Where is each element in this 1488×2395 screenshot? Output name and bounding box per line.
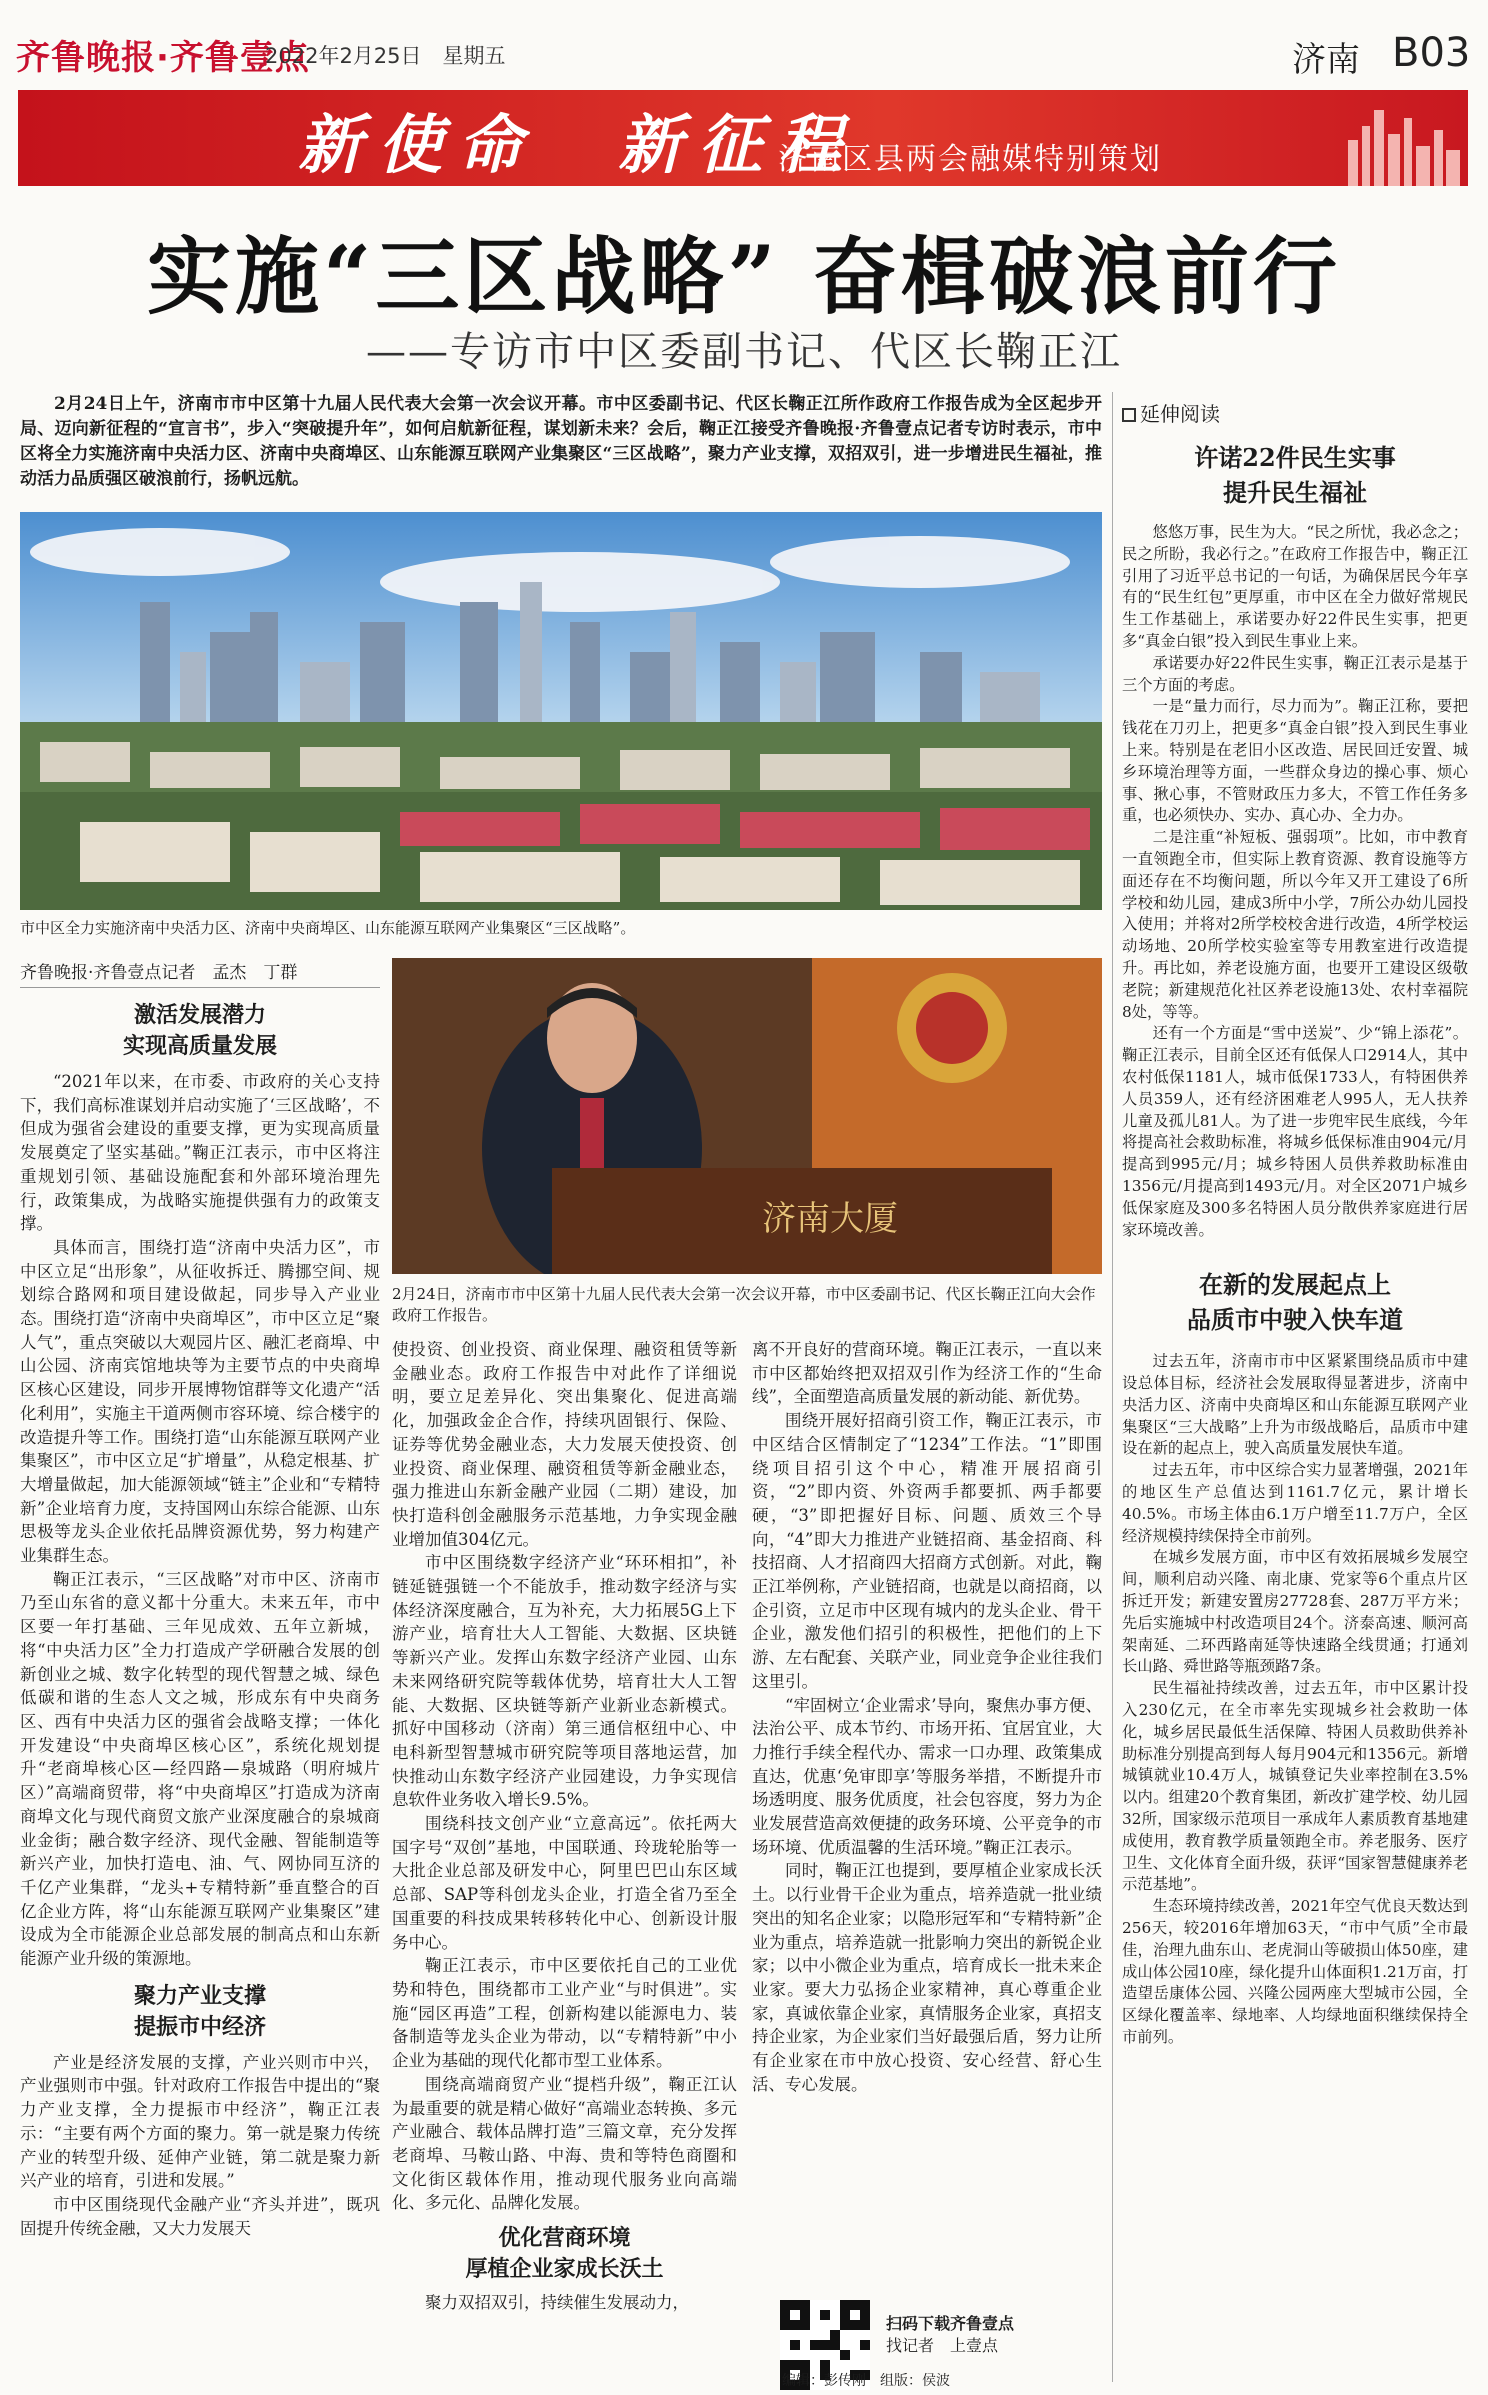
paragraph: 二是注重“补短板、强弱项”。比如，市中教育一直领跑全市，但实际上教育资源、教育设施等方面还存在不均衡问题，所以今年又开工建设了6所学校和幼儿园，建成3所中小学，7所公办幼儿园投入使用；并将对2所学校校舍进行改造，4所学校运动场地、20所学校实验室等专用教室进行改造提升。再比如，养老设施方面，也要开工建设区级敬老院；新建规范化社区养老设施13处、农村幸福院8处，等等。: [1122, 828, 1468, 1021]
article-subheadline: ——专访市中区委副书记、代区长鞠正江: [366, 329, 1122, 375]
paragraph: 离不开良好的营商环境。鞠正江表示，一直以来市中区都始终把双招双引作为经济工作的“生命线”，全面塑造高质量发展的新动能、新优势。: [752, 1340, 1102, 1407]
paragraph: “牢固树立‘企业需求’导向，聚焦办事方便、法治公平、成本节约、市场开拓、宜居宜业，大力推行手续全程代办、需求一口办理、政策集成直达，优惠‘免审即享’等服务举措，不断提升市场透明度、服务优质度，社会包容度，努力为企业发展营造高效便捷的政务环境、公平竞争的市场环境、优质温馨的生活环境。”鞠正江表示。: [752, 1695, 1102, 1857]
issue-date: 2022年2月25日 星期五: [265, 44, 506, 68]
photo-caption: 市中区全力实施济南中央活力区、济南中央商埠区、山东能源互联网产业集聚区“三区战略”。: [20, 919, 636, 937]
paragraph: 市中区围绕现代金融产业“齐头并进”，既巩固提升传统金融，又大力发展天: [20, 2194, 380, 2238]
speaker-photo-caption: 2月24日，济南市市中区第十九届人民代表大会第一次会议开幕，市中区委副书记、代区长鞠正江向大会作政府工作报告。: [392, 1285, 1096, 1324]
column-2: [392, 1338, 737, 2315]
editor-credit: 编辑：彭传刚 组版：侯波: [782, 2373, 950, 2389]
paragraph: 鞠正江表示，“三区战略”对市中区、济南市乃至山东省的意义都十分重大。未来五年，市中区要一年打基础、三年见成效、五年立新城，将“中央活力区”全力打造成产学研融合发展的创新创业之城、数字化转型的现代智慧之城、绿色低碳和谐的生态人文之城，形成东有中央商务区、西有中央活力区的强省会战略支撑；一体化开发建设“中央商埠区核心区”，系统化规划提升“老商埠核心区—经四路—泉城路（明府城片区）”高端商贸带，将“中央商埠区”打造成为济南商埠文化与现代商贸文旅产业深度融合的泉城商业金街；融合数字经济、现代金融、智能制造等新兴产业，加快打造电、油、气、网协同互济的千亿产业集群，“龙头+专精特新”垂直整合的百亿企业方阵，将“山东能源互联网产业集聚区”建设成为全市能源企业总部发展的制高点和山东新能源产业升级的策源地。: [20, 1569, 380, 1969]
paragraph: 围绕科技文创产业“立意高远”。依托两大国字号“双创”基地，中国联通、玲珑轮胎等一大批企业总部及研发中心，阿里巴巴山东区域总部、SAP等科创龙头企业，打造全省乃至全国重要的科技成果转移转化中心、创新设计服务中心。: [392, 1814, 737, 1952]
sidebar: [1122, 440, 1468, 2049]
paragraph: 使投资、创业投资、商业保理、融资租赁等新金融业态。政府工作报告中对此作了详细说明，要立足差异化、突出集聚化、促进高端化，加强政金企合作，持续巩固银行、保险、证券等优势金融业态，大力发展天使投资、创业投资、商业保理、融资租赁等新金融业态，强力推进山东新金融产业园（二期）建设，加快打造科创金融服务示范基地，力争实现金融业增加值304亿元。: [392, 1340, 737, 1549]
section-heading: 激活发展潜力 实现高质量发展: [122, 1002, 277, 1059]
paragraph: 市中区围绕数字经济产业“环环相扣”，补链延链强链一个不能放手，推动数字经济与实体经济深度融合，互为补充，大力拓展5G上下游产业，培育壮大人工智能、大数据、区块链等新兴产业。发挥山东数字经济产业园、山东未来网络研究院等载体优势，培育壮大人工智能、大数据、区块链等新产业新业态新模式。抓好中国移动（济南）第三通信枢纽中心、中电科新型智慧城市研究院等项目落地运营，加快推动山东数字经济产业园建设，力争实现信息软件业务收入增长9.5%。: [392, 1553, 737, 1810]
section-heading: 优化营商环境 厚植企业家成长沃土: [465, 2225, 664, 2283]
sidebar-heading: 许诺22件民生实事 提升民生福祉: [1194, 443, 1396, 507]
paragraph: 围绕高端商贸产业“提档升级”，鞠正江认为最重要的就是精心做好“高端业态转换、多元产业融合、载体品牌打造”三篇文章，充分发挥老商埠、马鞍山路、中海、贵和等特色商圈和文化街区载体作用，推动现代服务业向高端化、多元化、品牌化发展。: [392, 2074, 737, 2213]
paragraph: 承诺要办好22件民生实事，鞠正江表示是基于三个方面的考虑。: [1122, 653, 1468, 694]
page-number: B03: [1392, 30, 1471, 76]
sidebar-tag: 延伸阅读: [1122, 398, 1220, 427]
qr-label: 扫码下载齐鲁壹点 找记者 上壹点: [886, 2314, 1015, 2355]
article-headline: 实施“三区战略” 奋楫破浪前行: [147, 227, 1341, 326]
special-banner: [18, 90, 1468, 186]
column-divider: [1112, 392, 1113, 2382]
paragraph: 聚力双招双引，持续催生发展动力，: [425, 2293, 689, 2313]
section-city: 济南: [1292, 40, 1360, 80]
paragraph: 在城乡发展方面，市中区有效拓展城乡发展空间，顺利启动兴隆、南北康、党家等6个重点片区拆迁开发；新建安置房27728套、287万平方米；先后实施城中村改造项目24个。济泰高速、顺河高架南延、二环西路南延等快速路全线贯通；打通刘长山路、舜世路等瓶颈路7条。: [1122, 1548, 1468, 1676]
banner-slogan: 新使命 新征程: [298, 108, 858, 183]
podium-sign: 济南大厦: [762, 1199, 898, 1239]
article-lead: 2月24日上午，济南市市中区第十九届人民代表大会第一次会议开幕。市中区委副书记、代区长鞠正江所作政府工作报告成为全区起步开局、迈向新征程的“宣言书”，步入“突破提升年”，如何启航新征程，谋划新未来？会后，鞠正江接受齐鲁晚报·齐鲁壹点记者专访时表示，市中区将全力实施济南中央活力区、济南中央商埠区、山东能源互联网产业集聚区“三区战略”，聚力产业支撑，双招双引，进一步增进民生福祉，推动活力品质强区破浪前行，扬帆远航。: [20, 394, 1102, 489]
column-3: [752, 1338, 1102, 2097]
section-heading: 聚力产业支撑 提振市中经济: [133, 1982, 266, 2040]
paragraph: 围绕开展好招商引资工作，鞠正江表示，市中区结合区情制定了“1234”工作法。“1”即围绕项目招引这个中心，精准开展招商引资，“2”即内资、外资两手都要抓、两手都要硬，“3”即把握好目标、问题、质效三个导向，“4”即大力推进产业链招商、基金招商、科技招商、人才招商四大招商方式创新。对此，鞠正江举例称，产业链招商，也就是以商招商，以企引资，立足市中区现有城内的龙头企业、骨干企业，激发他们招引的积极性，把他们的上下游、左右配套、关联产业，同业竞争企业往我们这里引。: [752, 1411, 1102, 1691]
paragraph: 还有一个方面是“雪中送炭”、少“锦上添花”。鞠正江表示，目前全区还有低保人口2914人，其中农村低保1181人，城市低保1733人，有特困供养人员359人，还有经济困难老人995人，无人扶养儿童及孤儿81人。为了进一步兜牢民生底线，今年将提高社会救助标准，将城乡低保标准由904元/月提高到995元/月；城乡特困人员供养救助标准由1356元/月提高到1493元/月。对全区2071户城乡低保家庭及300多名特困人员分散供养家庭进行居家环境改善。: [1122, 1024, 1468, 1239]
square-icon: [1122, 408, 1136, 422]
paragraph: 民生福祉持续改善，过去五年，市中区累计投入230亿元，在全市率先实现城乡社会救助一体化，城乡居民最低生活保障、特困人员救助供养补助标准分别提高到每人每月904元和1356元。新增城镇就业10.4万人，城镇登记失业率控制在3.5%以内。组建20个教育集团，新改扩建学校、幼儿园32所，国家级示范项目一承成年人素质教育基地建成使用，教育教学质量领跑全市。养老服务、医疗卫生、文化体育全面升级，获评“国家智慧健康养老示范基地”。: [1122, 1679, 1468, 1894]
sidebar-heading: 在新的发展起点上 品质市中驶入快车道: [1187, 1270, 1403, 1335]
speaker-photo: [392, 958, 1102, 1274]
paper-logo: 齐鲁晚报·齐鲁壹点: [16, 38, 310, 78]
column-1: [20, 1000, 380, 2240]
banner-subtitle: 济南区县两会融媒特别策划: [778, 142, 1162, 177]
paragraph: 产业是经济发展的支撑，产业兴则市中兴，产业强则市中强。针对政府工作报告中提出的“聚力产业支撑，全力提振市中经济”，鞠正江表示：“主要有两个方面的聚力。第一就是聚力传统产业的转型升级、延伸产业链，第二就是聚力新兴产业的培育，引进和发展。”: [20, 2052, 380, 2191]
skyline-icon: [1338, 90, 1468, 186]
paragraph: 过去五年，济南市市中区紧紧围绕品质市中建设总体目标，经济社会发展取得显著进步，济南中央活力区、济南中央商埠区和山东能源互联网产业集聚区“三大战略”上升为市级战略后，品质市中建设在新的起点上，驶入高质量发展快车道。: [1122, 1352, 1468, 1458]
byline: 齐鲁晚报·齐鲁壹点记者 孟杰 丁群: [20, 958, 380, 988]
paragraph: 一是“量力而行，尽力而为”。鞠正江称，要把钱花在刀刃上，把更多“真金白银”投入到民生事业上来。特别是在老旧小区改造、居民回迁安置、城乡环境治理等方面，一些群众身边的操心事、烦心事、揪心事，不管财政压力多大，不管工作任务多重，也必须快办、实办、真心办、全力办。: [1122, 697, 1468, 825]
paragraph: 悠悠万事，民生为大。“民之所忧，我必念之；民之所盼，我必行之。”在政府工作报告中，鞠正江引用了习近平总书记的一句话，为确保居民今年享有的“民生红包”更厚重，市中区在全力做好常规民生工作基础上，承诺要办好22件民生实事，把更多“真金白银”投入到民生事业上来。: [1122, 523, 1468, 650]
paragraph: “2021年以来，在市委、市政府的关心支持下，我们高标准谋划并启动实施了‘三区战略’，不但成为强省会建设的重要支撑，更为实现高质量发展奠定了坚实基础。”鞠正江表示，市中区将注重规划引领、基础设施配套和外部环境治理先行，政策集成，为战略实施提供强有力的政策支撑。: [20, 1072, 380, 1234]
paragraph: 过去五年，市中区综合实力显著增强，2021年的地区生产总值达到1161.7亿元，累计增长40.5%。市场主体由6.1万户增至11.7万户，全区经济规模持续保持全市前列。: [1122, 1461, 1468, 1545]
city-skyline-photo: [20, 512, 1102, 910]
paragraph: 同时，鞠正江也提到，要厚植企业家成长沃土。以行业骨干企业为重点，培养造就一批业绩突出的知名企业家；以隐形冠军和“专精特新”企业为重点，培养造就一批影响力突出的新锐企业家；以中小微企业为重点，培育成长一批未来企业家。要大力弘扬企业家精神，真心尊重企业家，真诚依靠企业家，真情服务企业家，真招支持企业家，为企业家们当好最强后盾，努力让所有企业家在市中放心投资、安心经营、舒心生活、专心发展。: [752, 1861, 1102, 2094]
masthead: [0, 0, 1488, 78]
paragraph: 鞠正江表示，市中区要依托自己的工业优势和特色，围绕都市工业产业“与时俱进”。实施“园区再造”工程，创新构建以能源电力、装备制造等龙头企业为带动，以“专精特新”中小企业为基础的现代化都市型工业体系。: [392, 1956, 737, 2071]
paragraph: 生态环境持续改善，2021年空气优良天数达到256天，较2016年增加63天，“市中气质”全市最佳，治理九曲东山、老虎洞山等破损山体50座，建成山体公园10座，绿化提升山体面积1.21万亩，打造望岳康体公园、兴隆公园两座大型城市公园，全区绿化覆盖率、绿地率、人均绿地面积继续保持全市前列。: [1122, 1897, 1468, 2046]
paragraph: 具体而言，围绕打造“济南中央活力区”，市中区立足“出形象”，从征收拆迁、腾挪空间、规划综合路网和项目建设做起，同步导入产业业态。围绕打造“济南中央商埠区”，市中区立足“聚人气”，重点突破以大观园片区、融汇老商埠、中山公园、济南宾馆地块等为主要节点的中央商埠区核心区建设，同步开展博物馆群等文化遗产“活化利用”，实施主干道两侧市容环境、综合楼宇的改造提升等工作。围绕打造“山东能源互联网产业集聚区”，市中区立足“扩增量”，从稳定根基、扩大增量做起，加大能源领域“链主”企业和“专精特新”企业培育力度，支持国网山东综合能源、山东思极等龙头企业依托品牌资源优势，努力构建产业集群生态。: [20, 1237, 380, 1566]
